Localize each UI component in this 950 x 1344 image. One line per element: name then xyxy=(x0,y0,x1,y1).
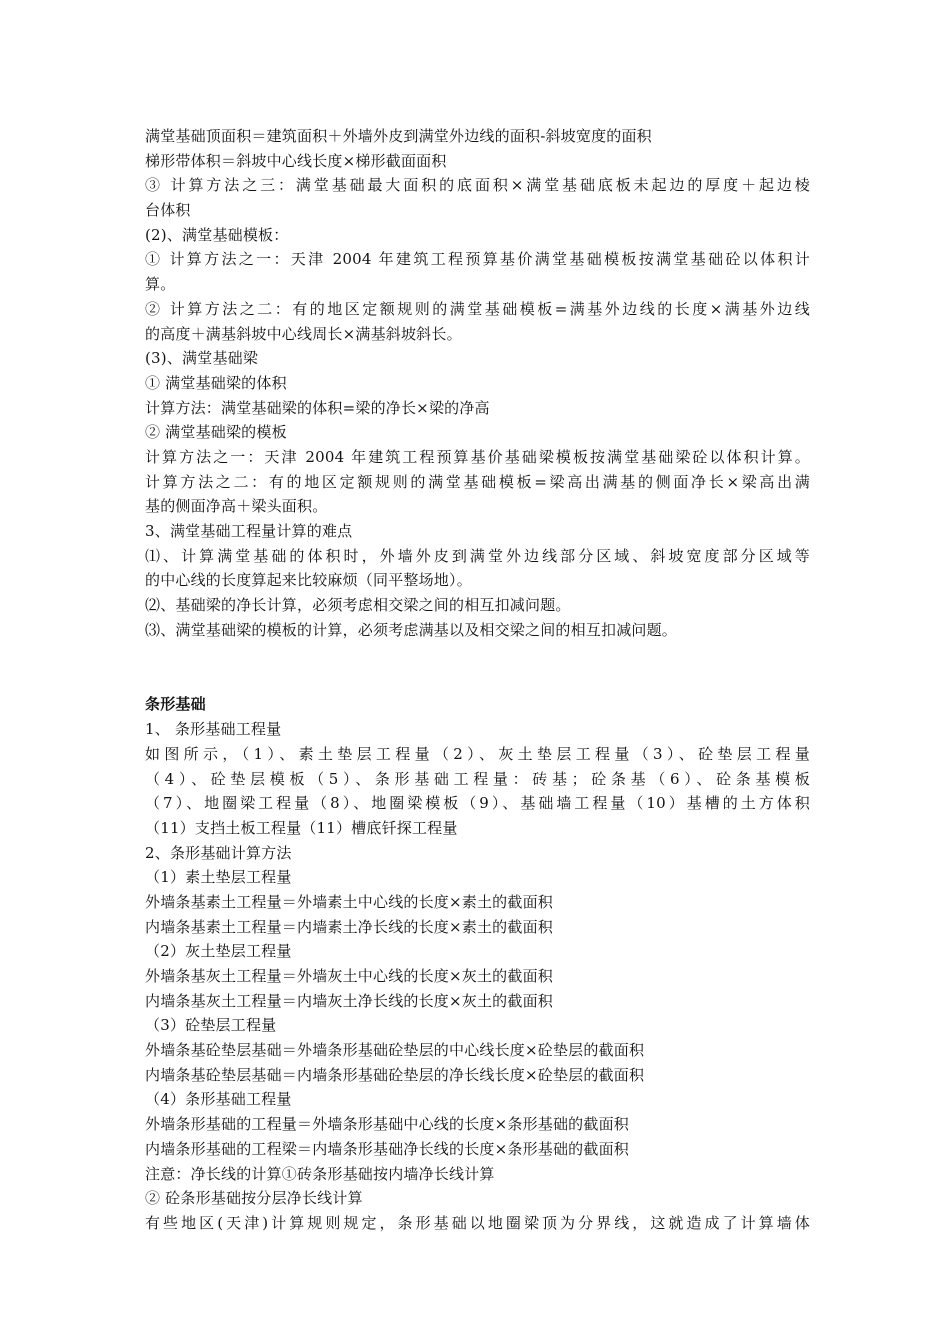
text-line: ⑴、计算满堂基础的体积时，外墙外皮到满堂外边线部分区域、斜坡宽度部分区域等 xyxy=(145,546,810,565)
text-line: （1）素土垫层工程量 xyxy=(145,868,292,887)
text-line: ⑵、基础梁的净长计算，必须考虑相交梁之间的相互扣减问题。 xyxy=(145,596,571,615)
text-line: 算。 xyxy=(145,275,176,294)
text-line: ① 计算方法之一：天津 2004 年建筑工程预算基价满堂基础模板按满堂基础砼以体积计 xyxy=(145,250,810,269)
text-line: 的中心线的长度算起来比较麻烦（同平整场地）。 xyxy=(145,571,472,590)
text-line: (2)、满堂基础模板： xyxy=(145,225,289,244)
text-line: 计算方法之二：有的地区定额规则的满堂基础模板=梁高出满基的侧面净长×梁高出满 xyxy=(145,472,810,491)
text-line: 计算方法：满堂基础梁的体积=梁的净长×梁的净高 xyxy=(145,398,490,417)
text-line: 有些地区(天津)计算规则规定，条形基础以地圈梁顶为分界线，这就造成了计算墙体 xyxy=(145,1213,810,1232)
text-line: 满堂基础顶面积＝建筑面积＋外墙外皮到满堂外边线的面积-斜坡宽度的面积 xyxy=(145,127,652,145)
text-line: 基的侧面净高＋梁头面积。 xyxy=(145,497,328,516)
text-line: 内墙条形基础的工程梁＝内墙条形基础净长线的长度×条形基础的截面积 xyxy=(145,1139,629,1158)
text-line: （4）、砼垫层模板（5）、条形基础工程量：砖基；砼条基（6）、砼条基模板 xyxy=(145,769,810,788)
text-line: ③ 计算方法之三：满堂基础最大面积的底面积×满堂基础底板未起边的厚度＋起边棱 xyxy=(145,176,810,195)
text-line: 外墙条基素土工程量＝外墙素土中心线的长度×素土的截面积 xyxy=(145,892,553,911)
text-line: （4）条形基础工程量 xyxy=(145,1090,292,1109)
text-line: （2）灰土垫层工程量 xyxy=(145,942,292,961)
document-page xyxy=(145,124,810,1236)
text-line: 如图所示，（1）、素土垫层工程量（2）、灰土垫层工程量（3）、砼垫层工程量 xyxy=(145,744,810,763)
text-line: 内墙条基灰土工程量＝内墙灰土净长线的长度×灰土的截面积 xyxy=(145,991,553,1010)
text-line: 内墙条基砼垫层基础＝内墙条形基础砼垫层的净长线长度×砼垫层的截面积 xyxy=(145,1065,645,1084)
text-line: ② 砼条形基础按分层净长线计算 xyxy=(145,1189,363,1208)
text-line: （7）、地圈梁工程量（8）、地圈梁模板（9）、基础墙工程量（10）基槽的土方体积 xyxy=(145,794,810,813)
text-line: 1、 条形基础工程量 xyxy=(145,720,282,739)
text-line: 内墙条基素土工程量＝内墙素土净长线的长度×素土的截面积 xyxy=(145,917,553,936)
text-line: 台体积 xyxy=(145,201,191,220)
text-line: （3）砼垫层工程量 xyxy=(145,1016,277,1035)
text-line: ⑶、满堂基础梁的模板的计算，必须考虑满基以及相交梁之间的相互扣减问题。 xyxy=(145,620,678,639)
section-heading: 条形基础 xyxy=(145,695,206,714)
text-line: 外墙条形基础的工程量＝外墙条形基础中心线的长度×条形基础的截面积 xyxy=(145,1115,629,1134)
text-line: 计算方法之一：天津 2004 年建筑工程预算基价基础梁模板按满堂基础梁砼以体积计算。 xyxy=(145,447,810,466)
text-line: (3)、满堂基础梁 xyxy=(145,349,259,368)
text-line: ① 满堂基础梁的体积 xyxy=(145,373,287,392)
text-line: 梯形带体积＝斜坡中心线长度×梯形截面面积 xyxy=(145,151,447,170)
text-line: 的高度＋满基斜坡中心线周长×满基斜坡斜长。 xyxy=(145,324,462,343)
text-line: 外墙条基灰土工程量＝外墙灰土中心线的长度×灰土的截面积 xyxy=(145,967,553,985)
text-line: （11）支挡土板工程量（11）槽底钎探工程量 xyxy=(145,818,458,837)
text-line: 外墙条基砼垫层基础＝外墙条形基础砼垫层的中心线长度×砼垫层的截面积 xyxy=(145,1041,645,1060)
text-line: 3、满堂基础工程量计算的难点 xyxy=(145,522,353,540)
text-line: ② 满堂基础梁的模板 xyxy=(145,423,287,442)
text-line: 2、条形基础计算方法 xyxy=(145,843,292,862)
text-line: 注意：净长线的计算①砖条形基础按内墙净长线计算 xyxy=(145,1164,495,1183)
section-gap xyxy=(145,642,810,692)
text-line: ② 计算方法之二：有的地区定额规则的满堂基础模板=满基外边线的长度×满基外边线 xyxy=(145,299,810,318)
